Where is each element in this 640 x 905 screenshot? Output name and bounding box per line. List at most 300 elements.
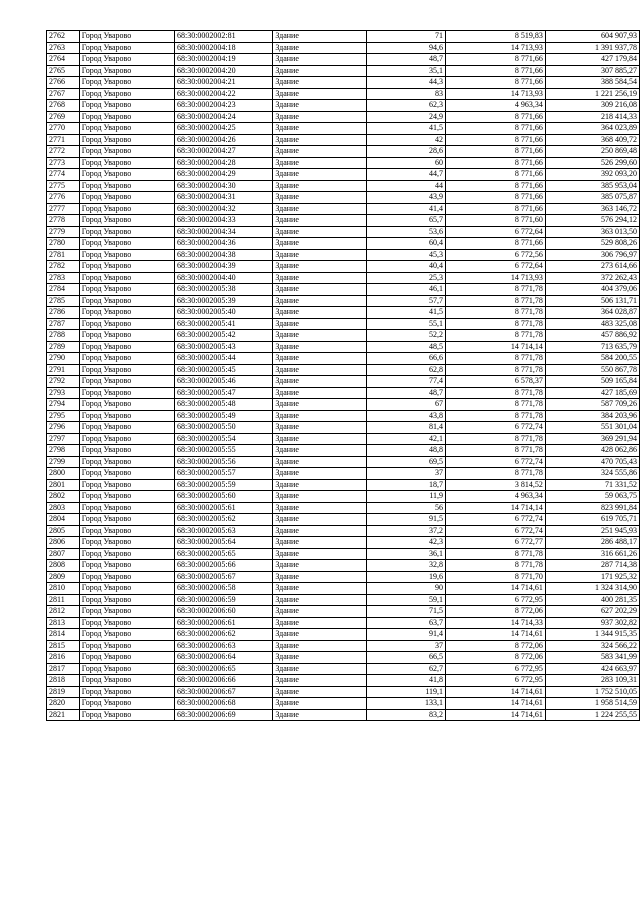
- area-cell: 71: [367, 31, 446, 43]
- row-number-cell: 2821: [47, 709, 80, 721]
- cadastral-value-cell: 424 663,97: [545, 663, 639, 675]
- unit-value-cell: 6 772,74: [446, 456, 546, 468]
- area-cell: 81,4: [367, 422, 446, 434]
- object-type-cell: Здание: [273, 548, 367, 560]
- object-type-cell: Здание: [273, 180, 367, 192]
- row-number-cell: 2785: [47, 295, 80, 307]
- table-row: [47, 54, 640, 66]
- area-cell: 59,1: [367, 594, 446, 606]
- unit-value-cell: 6 772,95: [446, 663, 546, 675]
- cadastral-number-cell: 68:30:0002005:43: [174, 341, 272, 353]
- object-type-cell: Здание: [273, 422, 367, 434]
- object-type-cell: Здание: [273, 157, 367, 169]
- area-cell: 91,5: [367, 514, 446, 526]
- cadastral-number-cell: 68:30:0002005:54: [174, 433, 272, 445]
- object-type-cell: Здание: [273, 307, 367, 319]
- row-number-cell: 2801: [47, 479, 80, 491]
- row-number-cell: 2763: [47, 42, 80, 54]
- object-type-cell: Здание: [273, 445, 367, 457]
- table-row: [47, 318, 640, 330]
- row-number-cell: 2805: [47, 525, 80, 537]
- row-number-cell: 2800: [47, 468, 80, 480]
- table-row: [47, 134, 640, 146]
- table-row: [47, 31, 640, 43]
- cadastral-number-cell: 68:30:0002005:64: [174, 537, 272, 549]
- area-cell: 42: [367, 134, 446, 146]
- locality-cell: Город Уварово: [79, 537, 174, 549]
- unit-value-cell: 14 713,93: [446, 42, 546, 54]
- row-number-cell: 2811: [47, 594, 80, 606]
- object-type-cell: Здание: [273, 284, 367, 296]
- cadastral-number-cell: 68:30:0002004:33: [174, 215, 272, 227]
- locality-cell: Город Уварово: [79, 226, 174, 238]
- cadastral-number-cell: 68:30:0002002:81: [174, 31, 272, 43]
- area-cell: 48,7: [367, 54, 446, 66]
- table-row: [47, 192, 640, 204]
- locality-cell: Город Уварово: [79, 652, 174, 664]
- unit-value-cell: 8 771,66: [446, 123, 546, 135]
- row-number-cell: 2804: [47, 514, 80, 526]
- locality-cell: Город Уварово: [79, 433, 174, 445]
- locality-cell: Город Уварово: [79, 606, 174, 618]
- area-cell: 69,5: [367, 456, 446, 468]
- unit-value-cell: 8 771,78: [446, 330, 546, 342]
- cadastral-number-cell: 68:30:0002005:65: [174, 548, 272, 560]
- row-number-cell: 2773: [47, 157, 80, 169]
- area-cell: 32,8: [367, 560, 446, 572]
- locality-cell: Город Уварово: [79, 88, 174, 100]
- cadastral-value-table: [46, 30, 640, 721]
- cadastral-value-cell: 404 379,06: [545, 284, 639, 296]
- locality-cell: Город Уварово: [79, 203, 174, 215]
- locality-cell: Город Уварово: [79, 100, 174, 112]
- object-type-cell: Здание: [273, 468, 367, 480]
- area-cell: 19,6: [367, 571, 446, 583]
- area-cell: 56: [367, 502, 446, 514]
- row-number-cell: 2772: [47, 146, 80, 158]
- locality-cell: Город Уварово: [79, 77, 174, 89]
- area-cell: 25,3: [367, 272, 446, 284]
- object-type-cell: Здание: [273, 353, 367, 365]
- area-cell: 91,4: [367, 629, 446, 641]
- unit-value-cell: 8 771,66: [446, 192, 546, 204]
- table-row: [47, 663, 640, 675]
- area-cell: 57,7: [367, 295, 446, 307]
- area-cell: 94,6: [367, 42, 446, 54]
- cadastral-value-cell: 71 331,52: [545, 479, 639, 491]
- cadastral-value-cell: 307 885,27: [545, 65, 639, 77]
- unit-value-cell: 6 772,56: [446, 249, 546, 261]
- locality-cell: Город Уварово: [79, 422, 174, 434]
- cadastral-number-cell: 68:30:0002005:40: [174, 307, 272, 319]
- locality-cell: Город Уварово: [79, 698, 174, 710]
- cadastral-value-cell: 584 200,55: [545, 353, 639, 365]
- row-number-cell: 2777: [47, 203, 80, 215]
- row-number-cell: 2783: [47, 272, 80, 284]
- unit-value-cell: 14 714,61: [446, 686, 546, 698]
- cadastral-value-cell: 604 907,93: [545, 31, 639, 43]
- object-type-cell: Здание: [273, 192, 367, 204]
- object-type-cell: Здание: [273, 491, 367, 503]
- table-row: [47, 491, 640, 503]
- object-type-cell: Здание: [273, 652, 367, 664]
- row-number-cell: 2796: [47, 422, 80, 434]
- table-row: [47, 169, 640, 181]
- object-type-cell: Здание: [273, 215, 367, 227]
- table-row: [47, 571, 640, 583]
- table-row: [47, 629, 640, 641]
- locality-cell: Город Уварово: [79, 146, 174, 158]
- area-cell: 60: [367, 157, 446, 169]
- cadastral-number-cell: 68:30:0002004:29: [174, 169, 272, 181]
- row-number-cell: 2798: [47, 445, 80, 457]
- cadastral-number-cell: 68:30:0002004:34: [174, 226, 272, 238]
- row-number-cell: 2817: [47, 663, 80, 675]
- locality-cell: Город Уварово: [79, 215, 174, 227]
- locality-cell: Город Уварово: [79, 686, 174, 698]
- row-number-cell: 2770: [47, 123, 80, 135]
- locality-cell: Город Уварово: [79, 192, 174, 204]
- table-row: [47, 606, 640, 618]
- cadastral-value-cell: 218 414,33: [545, 111, 639, 123]
- cadastral-value-cell: 1 324 314,90: [545, 583, 639, 595]
- unit-value-cell: 8 771,66: [446, 134, 546, 146]
- object-type-cell: Здание: [273, 456, 367, 468]
- table-row: [47, 77, 640, 89]
- object-type-cell: Здание: [273, 330, 367, 342]
- unit-value-cell: 14 713,93: [446, 272, 546, 284]
- area-cell: 83,2: [367, 709, 446, 721]
- table-row: [47, 364, 640, 376]
- row-number-cell: 2787: [47, 318, 80, 330]
- table-row: [47, 640, 640, 652]
- row-number-cell: 2791: [47, 364, 80, 376]
- cadastral-number-cell: 68:30:0002006:65: [174, 663, 272, 675]
- area-cell: 42,3: [367, 537, 446, 549]
- object-type-cell: Здание: [273, 675, 367, 687]
- cadastral-number-cell: 68:30:0002005:48: [174, 399, 272, 411]
- locality-cell: Город Уварово: [79, 249, 174, 261]
- cadastral-value-cell: 59 063,75: [545, 491, 639, 503]
- table-row: [47, 353, 640, 365]
- locality-cell: Город Уварово: [79, 261, 174, 273]
- table-row: [47, 272, 640, 284]
- row-number-cell: 2768: [47, 100, 80, 112]
- object-type-cell: Здание: [273, 238, 367, 250]
- area-cell: 41,8: [367, 675, 446, 687]
- row-number-cell: 2794: [47, 399, 80, 411]
- object-type-cell: Здание: [273, 571, 367, 583]
- table-row: [47, 387, 640, 399]
- object-type-cell: Здание: [273, 399, 367, 411]
- unit-value-cell: 8 771,66: [446, 54, 546, 66]
- table-row: [47, 111, 640, 123]
- unit-value-cell: 8 771,60: [446, 215, 546, 227]
- locality-cell: Город Уварово: [79, 525, 174, 537]
- cadastral-number-cell: 68:30:0002004:19: [174, 54, 272, 66]
- table-body: [47, 31, 640, 721]
- area-cell: 41,5: [367, 307, 446, 319]
- object-type-cell: Здание: [273, 42, 367, 54]
- table-row: [47, 123, 640, 135]
- table-row: [47, 456, 640, 468]
- unit-value-cell: 8 771,78: [446, 468, 546, 480]
- cadastral-value-cell: 364 023,89: [545, 123, 639, 135]
- unit-value-cell: 4 963,34: [446, 491, 546, 503]
- locality-cell: Город Уварово: [79, 364, 174, 376]
- cadastral-value-cell: 483 325,08: [545, 318, 639, 330]
- unit-value-cell: 8 771,78: [446, 399, 546, 411]
- cadastral-number-cell: 68:30:0002005:63: [174, 525, 272, 537]
- cadastral-number-cell: 68:30:0002004:36: [174, 238, 272, 250]
- unit-value-cell: 6 772,77: [446, 537, 546, 549]
- object-type-cell: Здание: [273, 295, 367, 307]
- object-type-cell: Здание: [273, 249, 367, 261]
- cadastral-value-cell: 627 202,29: [545, 606, 639, 618]
- area-cell: 62,8: [367, 364, 446, 376]
- table-row: [47, 341, 640, 353]
- cadastral-value-cell: 363 146,72: [545, 203, 639, 215]
- object-type-cell: Здание: [273, 77, 367, 89]
- unit-value-cell: 3 814,52: [446, 479, 546, 491]
- cadastral-value-cell: 400 281,35: [545, 594, 639, 606]
- cadastral-number-cell: 68:30:0002005:45: [174, 364, 272, 376]
- cadastral-value-cell: 937 302,82: [545, 617, 639, 629]
- row-number-cell: 2780: [47, 238, 80, 250]
- locality-cell: Город Уварово: [79, 134, 174, 146]
- cadastral-number-cell: 68:30:0002005:66: [174, 560, 272, 572]
- row-number-cell: 2776: [47, 192, 80, 204]
- row-number-cell: 2766: [47, 77, 80, 89]
- locality-cell: Город Уварово: [79, 284, 174, 296]
- row-number-cell: 2792: [47, 376, 80, 388]
- row-number-cell: 2779: [47, 226, 80, 238]
- cadastral-number-cell: 68:30:0002005:60: [174, 491, 272, 503]
- cadastral-number-cell: 68:30:0002005:38: [174, 284, 272, 296]
- cadastral-value-cell: 369 291,94: [545, 433, 639, 445]
- object-type-cell: Здание: [273, 261, 367, 273]
- locality-cell: Город Уварово: [79, 514, 174, 526]
- table-row: [47, 42, 640, 54]
- cadastral-number-cell: 68:30:0002005:50: [174, 422, 272, 434]
- row-number-cell: 2819: [47, 686, 80, 698]
- area-cell: 42,1: [367, 433, 446, 445]
- cadastral-number-cell: 68:30:0002005:56: [174, 456, 272, 468]
- row-number-cell: 2762: [47, 31, 80, 43]
- cadastral-value-cell: 363 013,50: [545, 226, 639, 238]
- unit-value-cell: 8 771,78: [446, 445, 546, 457]
- area-cell: 48,5: [367, 341, 446, 353]
- object-type-cell: Здание: [273, 272, 367, 284]
- cadastral-value-cell: 587 709,26: [545, 399, 639, 411]
- unit-value-cell: 6 772,95: [446, 594, 546, 606]
- unit-value-cell: 8 771,78: [446, 353, 546, 365]
- locality-cell: Город Уварово: [79, 399, 174, 411]
- object-type-cell: Здание: [273, 88, 367, 100]
- row-number-cell: 2818: [47, 675, 80, 687]
- cadastral-value-cell: 509 165,84: [545, 376, 639, 388]
- area-cell: 28,6: [367, 146, 446, 158]
- unit-value-cell: 8 771,70: [446, 571, 546, 583]
- locality-cell: Город Уварово: [79, 560, 174, 572]
- table-row: [47, 479, 640, 491]
- locality-cell: Город Уварово: [79, 617, 174, 629]
- cadastral-value-cell: 1 391 937,78: [545, 42, 639, 54]
- cadastral-value-cell: 619 705,71: [545, 514, 639, 526]
- object-type-cell: Здание: [273, 560, 367, 572]
- cadastral-value-cell: 551 301,04: [545, 422, 639, 434]
- object-type-cell: Здание: [273, 31, 367, 43]
- cadastral-number-cell: 68:30:0002005:46: [174, 376, 272, 388]
- table-row: [47, 698, 640, 710]
- cadastral-value-cell: 428 062,86: [545, 445, 639, 457]
- object-type-cell: Здание: [273, 525, 367, 537]
- unit-value-cell: 8 519,83: [446, 31, 546, 43]
- table-row: [47, 548, 640, 560]
- unit-value-cell: 6 772,64: [446, 226, 546, 238]
- area-cell: 62,3: [367, 100, 446, 112]
- row-number-cell: 2778: [47, 215, 80, 227]
- area-cell: 77,4: [367, 376, 446, 388]
- table-row: [47, 226, 640, 238]
- locality-cell: Город Уварово: [79, 571, 174, 583]
- cadastral-number-cell: 68:30:0002006:64: [174, 652, 272, 664]
- cadastral-value-cell: 171 925,32: [545, 571, 639, 583]
- locality-cell: Город Уварово: [79, 709, 174, 721]
- row-number-cell: 2784: [47, 284, 80, 296]
- table-row: [47, 88, 640, 100]
- cadastral-number-cell: 68:30:0002005:59: [174, 479, 272, 491]
- row-number-cell: 2767: [47, 88, 80, 100]
- cadastral-value-cell: 251 945,93: [545, 525, 639, 537]
- locality-cell: Город Уварово: [79, 353, 174, 365]
- object-type-cell: Здание: [273, 433, 367, 445]
- cadastral-number-cell: 68:30:0002006:63: [174, 640, 272, 652]
- unit-value-cell: 6 772,74: [446, 514, 546, 526]
- area-cell: 43,8: [367, 410, 446, 422]
- area-cell: 62,7: [367, 663, 446, 675]
- cadastral-value-cell: 1 221 256,19: [545, 88, 639, 100]
- row-number-cell: 2807: [47, 548, 80, 560]
- locality-cell: Город Уварово: [79, 629, 174, 641]
- cadastral-number-cell: 68:30:0002004:26: [174, 134, 272, 146]
- cadastral-number-cell: 68:30:0002005:44: [174, 353, 272, 365]
- unit-value-cell: 14 714,14: [446, 341, 546, 353]
- row-number-cell: 2809: [47, 571, 80, 583]
- row-number-cell: 2786: [47, 307, 80, 319]
- cadastral-number-cell: 68:30:0002005:42: [174, 330, 272, 342]
- unit-value-cell: 14 713,93: [446, 88, 546, 100]
- unit-value-cell: 14 714,61: [446, 583, 546, 595]
- area-cell: 37,2: [367, 525, 446, 537]
- table-row: [47, 261, 640, 273]
- unit-value-cell: 8 771,78: [446, 410, 546, 422]
- cadastral-value-cell: 388 584,54: [545, 77, 639, 89]
- cadastral-value-cell: 583 341,99: [545, 652, 639, 664]
- locality-cell: Город Уварово: [79, 42, 174, 54]
- table-row: [47, 422, 640, 434]
- cadastral-value-cell: 1 958 514,59: [545, 698, 639, 710]
- cadastral-number-cell: 68:30:0002004:28: [174, 157, 272, 169]
- unit-value-cell: 8 771,66: [446, 157, 546, 169]
- cadastral-value-cell: 1 344 915,35: [545, 629, 639, 641]
- row-number-cell: 2771: [47, 134, 80, 146]
- area-cell: 41,4: [367, 203, 446, 215]
- cadastral-value-cell: 309 216,08: [545, 100, 639, 112]
- unit-value-cell: 14 714,61: [446, 709, 546, 721]
- unit-value-cell: 8 771,66: [446, 203, 546, 215]
- cadastral-value-cell: 529 808,26: [545, 238, 639, 250]
- cadastral-value-cell: 273 614,66: [545, 261, 639, 273]
- cadastral-number-cell: 68:30:0002005:39: [174, 295, 272, 307]
- table-row: [47, 583, 640, 595]
- object-type-cell: Здание: [273, 686, 367, 698]
- table-row: [47, 594, 640, 606]
- unit-value-cell: 8 771,78: [446, 318, 546, 330]
- table-row: [47, 238, 640, 250]
- cadastral-number-cell: 68:30:0002004:27: [174, 146, 272, 158]
- locality-cell: Город Уварово: [79, 491, 174, 503]
- cadastral-number-cell: 68:30:0002005:67: [174, 571, 272, 583]
- object-type-cell: Здание: [273, 617, 367, 629]
- table-row: [47, 180, 640, 192]
- area-cell: 11,9: [367, 491, 446, 503]
- cadastral-number-cell: 68:30:0002006:69: [174, 709, 272, 721]
- cadastral-number-cell: 68:30:0002004:38: [174, 249, 272, 261]
- cadastral-value-cell: 316 661,26: [545, 548, 639, 560]
- unit-value-cell: 8 771,66: [446, 238, 546, 250]
- table-row: [47, 203, 640, 215]
- row-number-cell: 2813: [47, 617, 80, 629]
- table-row: [47, 675, 640, 687]
- cadastral-number-cell: 68:30:0002004:21: [174, 77, 272, 89]
- cadastral-number-cell: 68:30:0002004:25: [174, 123, 272, 135]
- object-type-cell: Здание: [273, 226, 367, 238]
- table-row: [47, 468, 640, 480]
- table-row: [47, 100, 640, 112]
- cadastral-number-cell: 68:30:0002006:68: [174, 698, 272, 710]
- cadastral-value-cell: 287 714,38: [545, 560, 639, 572]
- row-number-cell: 2793: [47, 387, 80, 399]
- table-row: [47, 376, 640, 388]
- locality-cell: Город Уварово: [79, 445, 174, 457]
- area-cell: 52,2: [367, 330, 446, 342]
- locality-cell: Город Уварово: [79, 675, 174, 687]
- locality-cell: Город Уварово: [79, 65, 174, 77]
- area-cell: 43,9: [367, 192, 446, 204]
- locality-cell: Город Уварово: [79, 548, 174, 560]
- unit-value-cell: 8 771,66: [446, 169, 546, 181]
- object-type-cell: Здание: [273, 111, 367, 123]
- cadastral-number-cell: 68:30:0002004:39: [174, 261, 272, 273]
- area-cell: 55,1: [367, 318, 446, 330]
- table-row: [47, 709, 640, 721]
- table-row: [47, 617, 640, 629]
- unit-value-cell: 8 771,78: [446, 387, 546, 399]
- locality-cell: Город Уварово: [79, 318, 174, 330]
- area-cell: 133,1: [367, 698, 446, 710]
- cadastral-number-cell: 68:30:0002004:23: [174, 100, 272, 112]
- cadastral-number-cell: 68:30:0002006:62: [174, 629, 272, 641]
- area-cell: 45,3: [367, 249, 446, 261]
- locality-cell: Город Уварово: [79, 410, 174, 422]
- row-number-cell: 2790: [47, 353, 80, 365]
- cadastral-number-cell: 68:30:0002004:18: [174, 42, 272, 54]
- cadastral-value-cell: 286 488,17: [545, 537, 639, 549]
- unit-value-cell: 8 771,66: [446, 65, 546, 77]
- row-number-cell: 2820: [47, 698, 80, 710]
- row-number-cell: 2815: [47, 640, 80, 652]
